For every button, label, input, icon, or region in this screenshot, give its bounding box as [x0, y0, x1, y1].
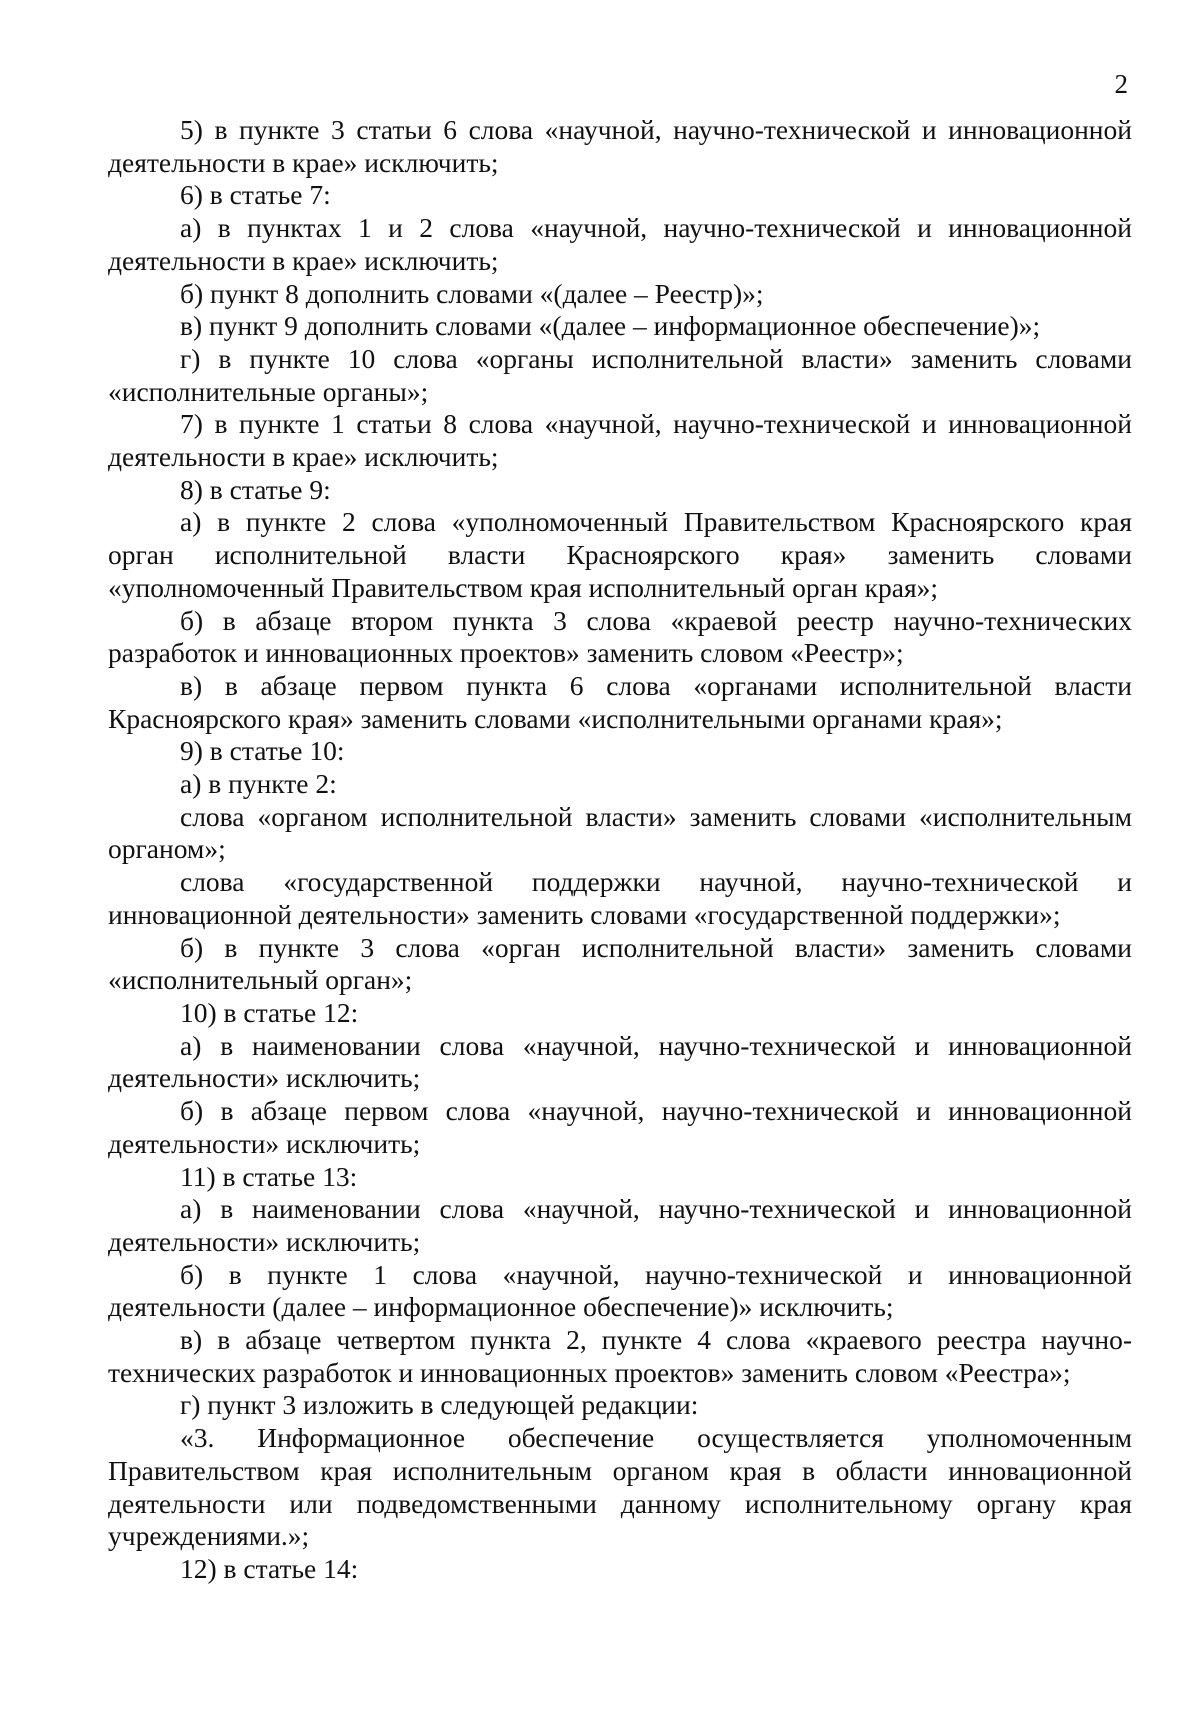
paragraph: г) в пункте 10 слова «органы исполнительной власти» заменить словами «исполнительные органы»; [108, 342, 1132, 407]
paragraph: г) пункт 3 изложить в следующей редакции: [180, 1389, 699, 1421]
paragraph: а) в наименовании слова «научной, научно-технической и инновационной деятельности» исключить; [108, 1193, 1132, 1257]
paragraph: б) пункт 8 дополнить словами «(далее – Реестр)»; [180, 277, 764, 309]
paragraph: слова «органом исполнительной власти» заменить словами «исполнительным органом»; [108, 800, 1132, 865]
document-body [108, 114, 1132, 1586]
paragraph: 12) в статье 14: [180, 1552, 359, 1584]
paragraph: в) пункт 9 дополнить словами «(далее – информационное обеспечение)»; [180, 310, 1041, 342]
paragraph: 9) в статье 10: [180, 735, 345, 767]
paragraph: а) в пункте 2 слова «уполномоченный Правительством Красноярского края орган исполнительной власти Красноярского края» заменить словами «уполномоченный Правительством края исполнительный орган края»; [108, 506, 1132, 603]
paragraph: а) в наименовании слова «научной, научно-технической и инновационной деятельности» исключить; [108, 1029, 1132, 1094]
paragraph: б) в абзаце первом слова «научной, научно-технической и инновационной деятельности» исключить; [108, 1095, 1132, 1159]
paragraph: 8) в статье 9: [180, 473, 331, 505]
paragraph: 6) в статье 7: [180, 179, 331, 211]
paragraph: а) в пункте 2: [180, 768, 337, 800]
paragraph: «3. Информационное обеспечение осуществляется уполномоченным Правительством края исполнительным органом края в области инновационной деятельности или подведомственными данному исполнительному органу края учреждениями.»; [108, 1422, 1132, 1552]
paragraph: 10) в статье 12: [180, 996, 359, 1028]
paragraph: б) в пункте 1 слова «научной, научно-технической и инновационной деятельности (далее – информационное обеспечение)» исключить; [108, 1258, 1132, 1323]
paragraph: б) в пункте 3 слова «орган исполнительной власти» заменить словами «исполнительный орган»; [108, 931, 1132, 996]
paragraph: в) в абзаце первом пункта 6 слова «органами исполнительной власти Красноярского края» заменить словами «исполнительными органами края»; [108, 669, 1132, 734]
paragraph: в) в абзаце четвертом пункта 2, пункте 4 слова «краевого реестра научно-технических разработок и инновационных проектов» заменить словом «Реестра»; [108, 1324, 1132, 1388]
paragraph: а) в пунктах 1 и 2 слова «научной, научно-технической и инновационной деятельности в крае» исключить; [108, 212, 1132, 276]
paragraph: 5) в пункте 3 статьи 6 слова «научной, научно-технической и инновационной деятельности в крае» исключить; [108, 114, 1132, 178]
paragraph: 11) в статье 13: [180, 1160, 358, 1192]
paragraph: б) в абзаце втором пункта 3 слова «краевой реестр научно-технических разработок и инновационных проектов» заменить словом «Реестр»; [108, 604, 1132, 669]
paragraph: 7) в пункте 1 статьи 8 слова «научной, научно-технической и инновационной деятельности в крае» исключить; [108, 408, 1132, 473]
paragraph: слова «государственной поддержки научной, научно-технической и инновационной деятельности» заменить словами «государственной поддержки»; [108, 866, 1132, 930]
page-number: 2 [1114, 69, 1128, 99]
